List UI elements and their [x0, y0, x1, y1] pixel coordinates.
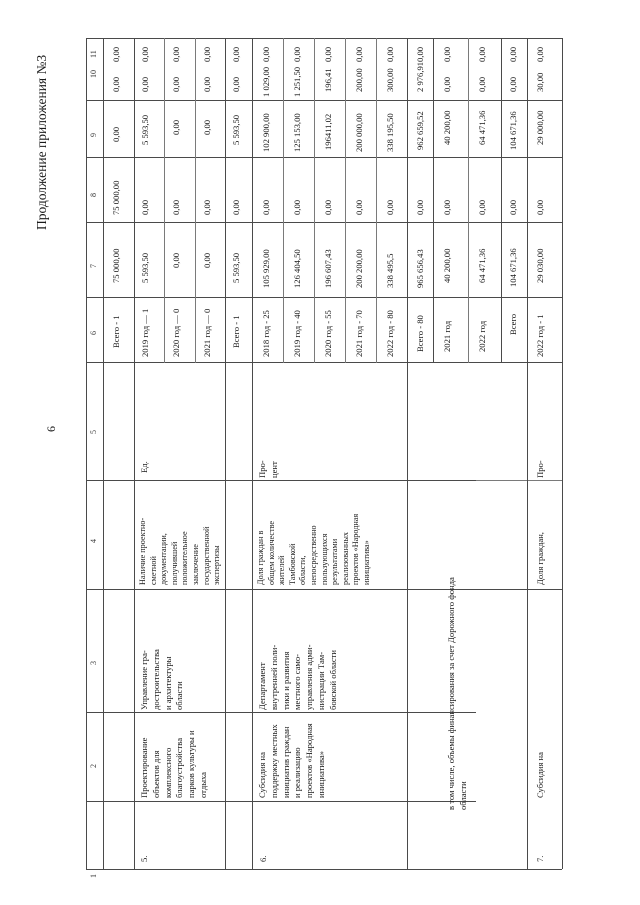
road-fund-total-c11: 0,00: [508, 46, 518, 62]
row7-c6: 2022 год - 1: [535, 314, 545, 357]
col-number-11: 11: [89, 50, 98, 58]
col-number-3: 3: [89, 661, 98, 665]
col-number-2: 2: [89, 764, 98, 768]
cell-row0-c6: Всего - 1: [111, 315, 121, 348]
row6-r4-c6: 2022 год - 80: [385, 310, 395, 357]
row5-r3-c9: 0,00: [202, 119, 212, 135]
row6-r2-c11: 0,00: [323, 46, 333, 62]
row7-unit: Про-: [535, 460, 545, 478]
cell-row0-c7: 75 000,00: [111, 248, 121, 283]
row6-r4-c8: 0,00: [385, 199, 395, 215]
row5-r2-c9: 0,00: [171, 119, 181, 135]
row6-r0-c7: 105 929,00: [261, 249, 271, 288]
road-fund-label: в том числе, объемы финансирования за счет Дорожного фонда области: [446, 577, 468, 810]
row6-r2-c7: 196 607,43: [323, 249, 333, 288]
road-fund-total-c6: Всего: [508, 313, 518, 335]
row5-r1-c11: 0,00: [140, 46, 150, 62]
row5-total-c8: 0,00: [231, 199, 241, 215]
row5-name: Проектирование объектов для комплексного благоустройства парков культуры и отдыха: [139, 730, 208, 798]
row6-total-c7: 965 656,43: [415, 249, 425, 288]
road-fund-r1-c7: 64 471,36: [477, 248, 487, 283]
road-fund-r0-c6: 2021 год: [442, 320, 452, 352]
row6-r1-c8: 0,00: [292, 199, 302, 215]
row7-indicator: Доля граждан,: [535, 532, 545, 585]
row6-total-c6: Всего - 80: [415, 315, 425, 352]
row6-r2-c9: 196411,02: [323, 113, 333, 150]
row5-r2-c8: 0,00: [171, 199, 181, 215]
row6-executor: Департамент внутренней поли- тики и развития местного само- управления адми- нистрации Там- бовской области: [257, 644, 338, 710]
row7-c9: 29 000,00: [535, 110, 545, 145]
row6-r2-c8: 0,00: [323, 199, 333, 215]
row6-r0-c10: 1 029,00: [261, 66, 271, 97]
cell-row0-c10: 0,00: [111, 76, 121, 92]
row6-total-c8: 0,00: [415, 199, 425, 215]
row5-r3-c10: 0,00: [202, 76, 212, 92]
row5-number: 5.: [139, 855, 149, 862]
row5-r2-c7: 0,00: [171, 252, 181, 268]
row5-total-c10: 0,00: [231, 76, 241, 92]
row6-r4-c7: 338 495,5: [385, 253, 395, 288]
col-number-7: 7: [89, 264, 98, 268]
row6-total-c10: 2 976,91: [415, 61, 425, 92]
row6-r1-c6: 2019 год - 40: [292, 310, 302, 357]
row5-r3-c11: 0,00: [202, 46, 212, 62]
row6-r0-c6: 2018 год - 25: [261, 310, 271, 357]
row7-c11: 0,00: [535, 46, 545, 62]
row6-name: Субсидия на поддержку местных инициатив граждан и реализацию проектов «Народная инициатива»: [257, 723, 326, 798]
row7-c10: 30,00: [535, 72, 545, 92]
row6-unit: Про- цент: [257, 460, 279, 478]
row7-c7: 29 030,00: [535, 248, 545, 283]
row6-r3-c8: 0,00: [354, 199, 364, 215]
row6-r1-c11: 0,00: [292, 46, 302, 62]
col-number-8: 8: [89, 193, 98, 197]
row6-indicator: Доля граждан в общем количестве жителей Тамбовской области, непосредственно пользующихся результатами реализованных проектов «Народная инициатива»: [256, 513, 371, 585]
col-number-9: 9: [89, 133, 98, 137]
row5-r2-c10: 0,00: [171, 76, 181, 92]
road-fund-total-c8: 0,00: [508, 199, 518, 215]
road-fund-r0-c9: 40 200,00: [442, 110, 452, 145]
row6-r3-c11: 0,00: [354, 46, 364, 62]
row6-r4-c9: 338 195,50: [385, 113, 395, 152]
road-fund-r0-c11: 0,00: [442, 46, 452, 62]
row5-r3-c7: 0,00: [202, 252, 212, 268]
road-fund-total-c9: 104 671,36: [508, 111, 518, 150]
row5-r3-c8: 0,00: [202, 199, 212, 215]
row5-r1-c9: 5 593,50: [140, 114, 150, 145]
row5-r1-c8: 0,00: [140, 199, 150, 215]
row6-r4-c11: 0,00: [385, 46, 395, 62]
row5-r1-c10: 0,00: [140, 76, 150, 92]
row6-total-c11: 0,00: [415, 46, 425, 62]
road-fund-total-c7: 104 671,36: [508, 248, 518, 287]
col-number-6: 6: [89, 331, 98, 335]
cell-row0-c8: 75 000,00: [111, 180, 121, 215]
row6-r3-c6: 2021 год - 70: [354, 310, 364, 357]
page-number: 6: [44, 426, 58, 432]
row5-total-c6: Всего - 1: [231, 315, 241, 348]
road-fund-r0-c8: 0,00: [442, 199, 452, 215]
row6-r2-c6: 2020 год - 55: [323, 310, 333, 357]
row6-r3-c10: 200,00: [354, 68, 364, 92]
row6-r4-c10: 300,00: [385, 68, 395, 92]
row6-r0-c8: 0,00: [261, 199, 271, 215]
row6-r1-c9: 125 153,00: [292, 113, 302, 152]
appendix-title: Продолжение приложения №3: [34, 54, 49, 230]
col-number-4: 4: [89, 539, 98, 543]
col-number-10: 10: [89, 70, 98, 78]
col-number-1: 1: [89, 874, 98, 878]
road-fund-r1-c6: 2022 год: [477, 320, 487, 352]
row6-r0-c9: 102 900,00: [261, 113, 271, 152]
row6-total-c9: 962 659,52: [415, 111, 425, 150]
row5-unit: Ед.: [139, 461, 149, 473]
road-fund-r1-c9: 64 471,36: [477, 110, 487, 145]
row7-number: 7.: [535, 855, 545, 862]
row5-total-c7: 5 593,50: [231, 252, 241, 283]
road-fund-r1-c10: 0,00: [477, 76, 487, 92]
row7-c8: 0,00: [535, 199, 545, 215]
row5-r2-c11: 0,00: [171, 46, 181, 62]
col-number-5: 5: [89, 430, 98, 434]
row5-indicator: Наличие проектно- сметной документации, получившей положительное заключение государственной экспертизы: [138, 517, 222, 585]
road-fund-r0-c7: 40 200,00: [442, 248, 452, 283]
row5-total-c11: 0,00: [231, 46, 241, 62]
row6-r3-c9: 200 000,00: [354, 113, 364, 152]
cell-row0-c9: 0,00: [111, 126, 121, 142]
row5-r3-c6: 2021 год — 0: [202, 308, 212, 357]
road-fund-total-c10: 0,00: [508, 76, 518, 92]
road-fund-r1-c11: 0,00: [477, 46, 487, 62]
row5-total-c9: 5 593,50: [231, 114, 241, 145]
row6-number: 6.: [258, 855, 268, 862]
row5-executor: Управление гра- достроительства и архитектуры области: [139, 649, 185, 710]
row6-r1-c7: 126 404,50: [292, 249, 302, 288]
row7-name: Субсидия на: [535, 752, 545, 798]
row6-r1-c10: 1 251,50: [292, 66, 302, 97]
road-fund-r0-c10: 0,00: [442, 76, 452, 92]
row6-r3-c7: 200 200,00: [354, 249, 364, 288]
row5-r1-c6: 2019 год — 1: [140, 308, 150, 357]
road-fund-r1-c8: 0,00: [477, 199, 487, 215]
row5-r1-c7: 5 593,50: [140, 252, 150, 283]
row6-r0-c11: 0,00: [261, 46, 271, 62]
cell-row0-c11: 0,00: [111, 46, 121, 62]
row6-r2-c10: 196,41: [323, 68, 333, 92]
row5-r2-c6: 2020 год — 0: [171, 308, 181, 357]
